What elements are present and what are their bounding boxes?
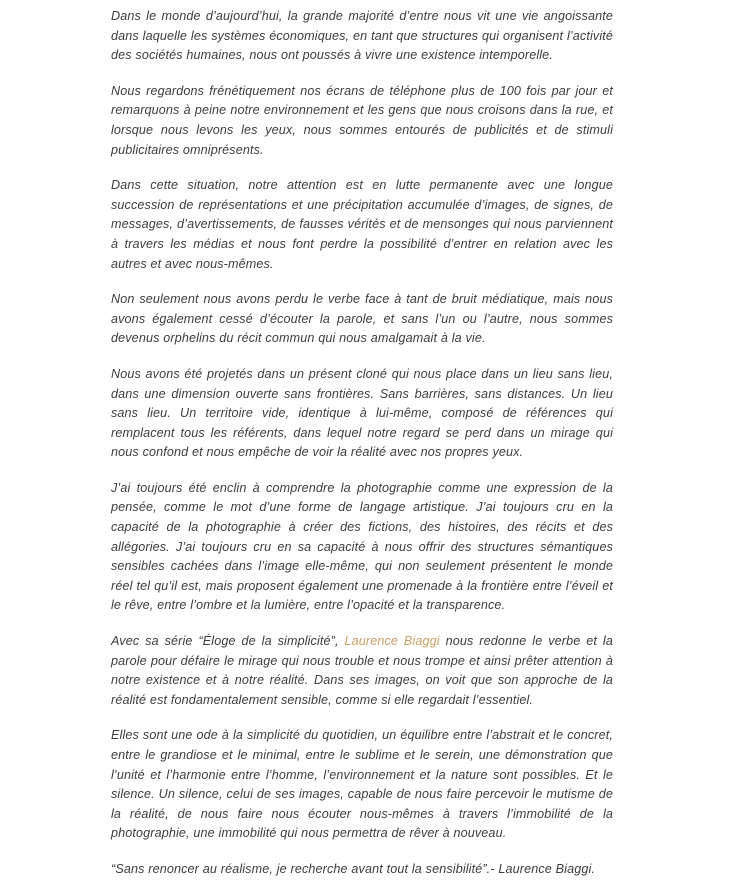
article-closing-quote: “Sans renoncer au réalisme, je recherche avant tout la sensibilité”.- Laurence Biaggi.	[111, 861, 596, 876]
article-paragraph-6: J’ai toujours été enclin à comprendre la photographie comme une expression de la pensée, comme le mot d’une forme de langage artistique. J’ai toujours cru en la capacité de la photographie à créer des fictions, des histoires, des récits et des allégories. J’ai toujours cru en sa capacité à nous offrir des structures sémantiques sensibles cachées dans l’image elle-même, qui non seulement présentent le monde réel tel qu’il est, mais proposent également une promenade à la frontière entre l’éveil et le rêve, entre l’ombre et la lumière, entre l’opacité et la transparence.	[111, 480, 613, 613]
article-paragraph-5: Nous avons été projetés dans un présent cloné qui nous place dans un lieu sans lieu, dans une dimension ouverte sans frontières. Sans barrières, sans distances. Un lieu sans lieu. Un territoire vide, identique à lui-même, composé de références qui remplacent tous les référents, dans lequel notre regard se perd dans un mirage qui nous confond et nous empêche de voir la réalité avec nos propres yeux.	[111, 366, 613, 460]
article-paragraph-3: Dans cette situation, notre attention est en lutte permanente avec une longue succession de représentations et une précipitation accumulée d’images, de signes, de messages, d’avertissements, de fausses vérités et de mensonges qui nous parviennent à travers les médias et nous font perdre la possibilité d’entrer en relation avec les autres et avec nous-mêmes.	[111, 178, 613, 271]
article-paragraph-1: Dans le monde d’aujourd’hui, la grande majorité d’entre nous vit une vie angoissante dans laquelle les systèmes économiques, en tant que structures qui organisent l’activité des sociétés humaines, nous ont poussés à vivre une existence intemporelle.	[111, 9, 613, 63]
article-paragraph-8: Elles sont une ode à la simplicité du quotidien, un équilibre entre l’abstrait et le concret, entre le grandiose et le minimal, entre le sublime et le serein, une démonstration que l’unité et l’harmonie entre l’homme, l’environnement et la nature sont possibles. Et le silence. Un silence, celui de ses images, capable de nous faire percevoir le mutisme de la réalité, de nous faire nous écouter nous-mêmes à travers l’immobilité de la photographie, une immobilité qui nous permettra de rêver à nouveau.	[111, 728, 613, 841]
paragraph-7-text-after-link: nous redonne le verbe et la parole pour défaire le mirage qui nous trouble et nous trompe et ainsi prêter attention à notre existence et à notre réalité. Dans ses images, on voit que son approche de la réalité est fondamentalement sensible, comme si elle regardait l’essentiel.	[111, 634, 613, 707]
article-paragraph-4: Non seulement nous avons perdu le verbe face à tant de bruit médiatique, mais nous avons également cessé d’écouter la parole, et sans l’un ou l’autre, nous sommes devenus orphelins du récit commun qui nous amalgamait à la vie.	[111, 292, 613, 346]
article-paragraph-2: Nous regardons frénétiquement nos écrans de téléphone plus de 100 fois par jour et remarquons à peine notre environnement et les gens que nous croisons dans la rue, et lorsque nous levons les yeux, nous sommes entourés de publicités et de stimuli publicitaires omniprésents.	[111, 83, 613, 157]
artist-profile-link[interactable]: Laurence Biaggi	[344, 634, 440, 649]
article-paragraph-7	[111, 632, 613, 710]
paragraph-7-text-before-link: Avec sa série “Éloge de la simplicité”,	[111, 634, 345, 649]
article-body	[111, 7, 613, 880]
